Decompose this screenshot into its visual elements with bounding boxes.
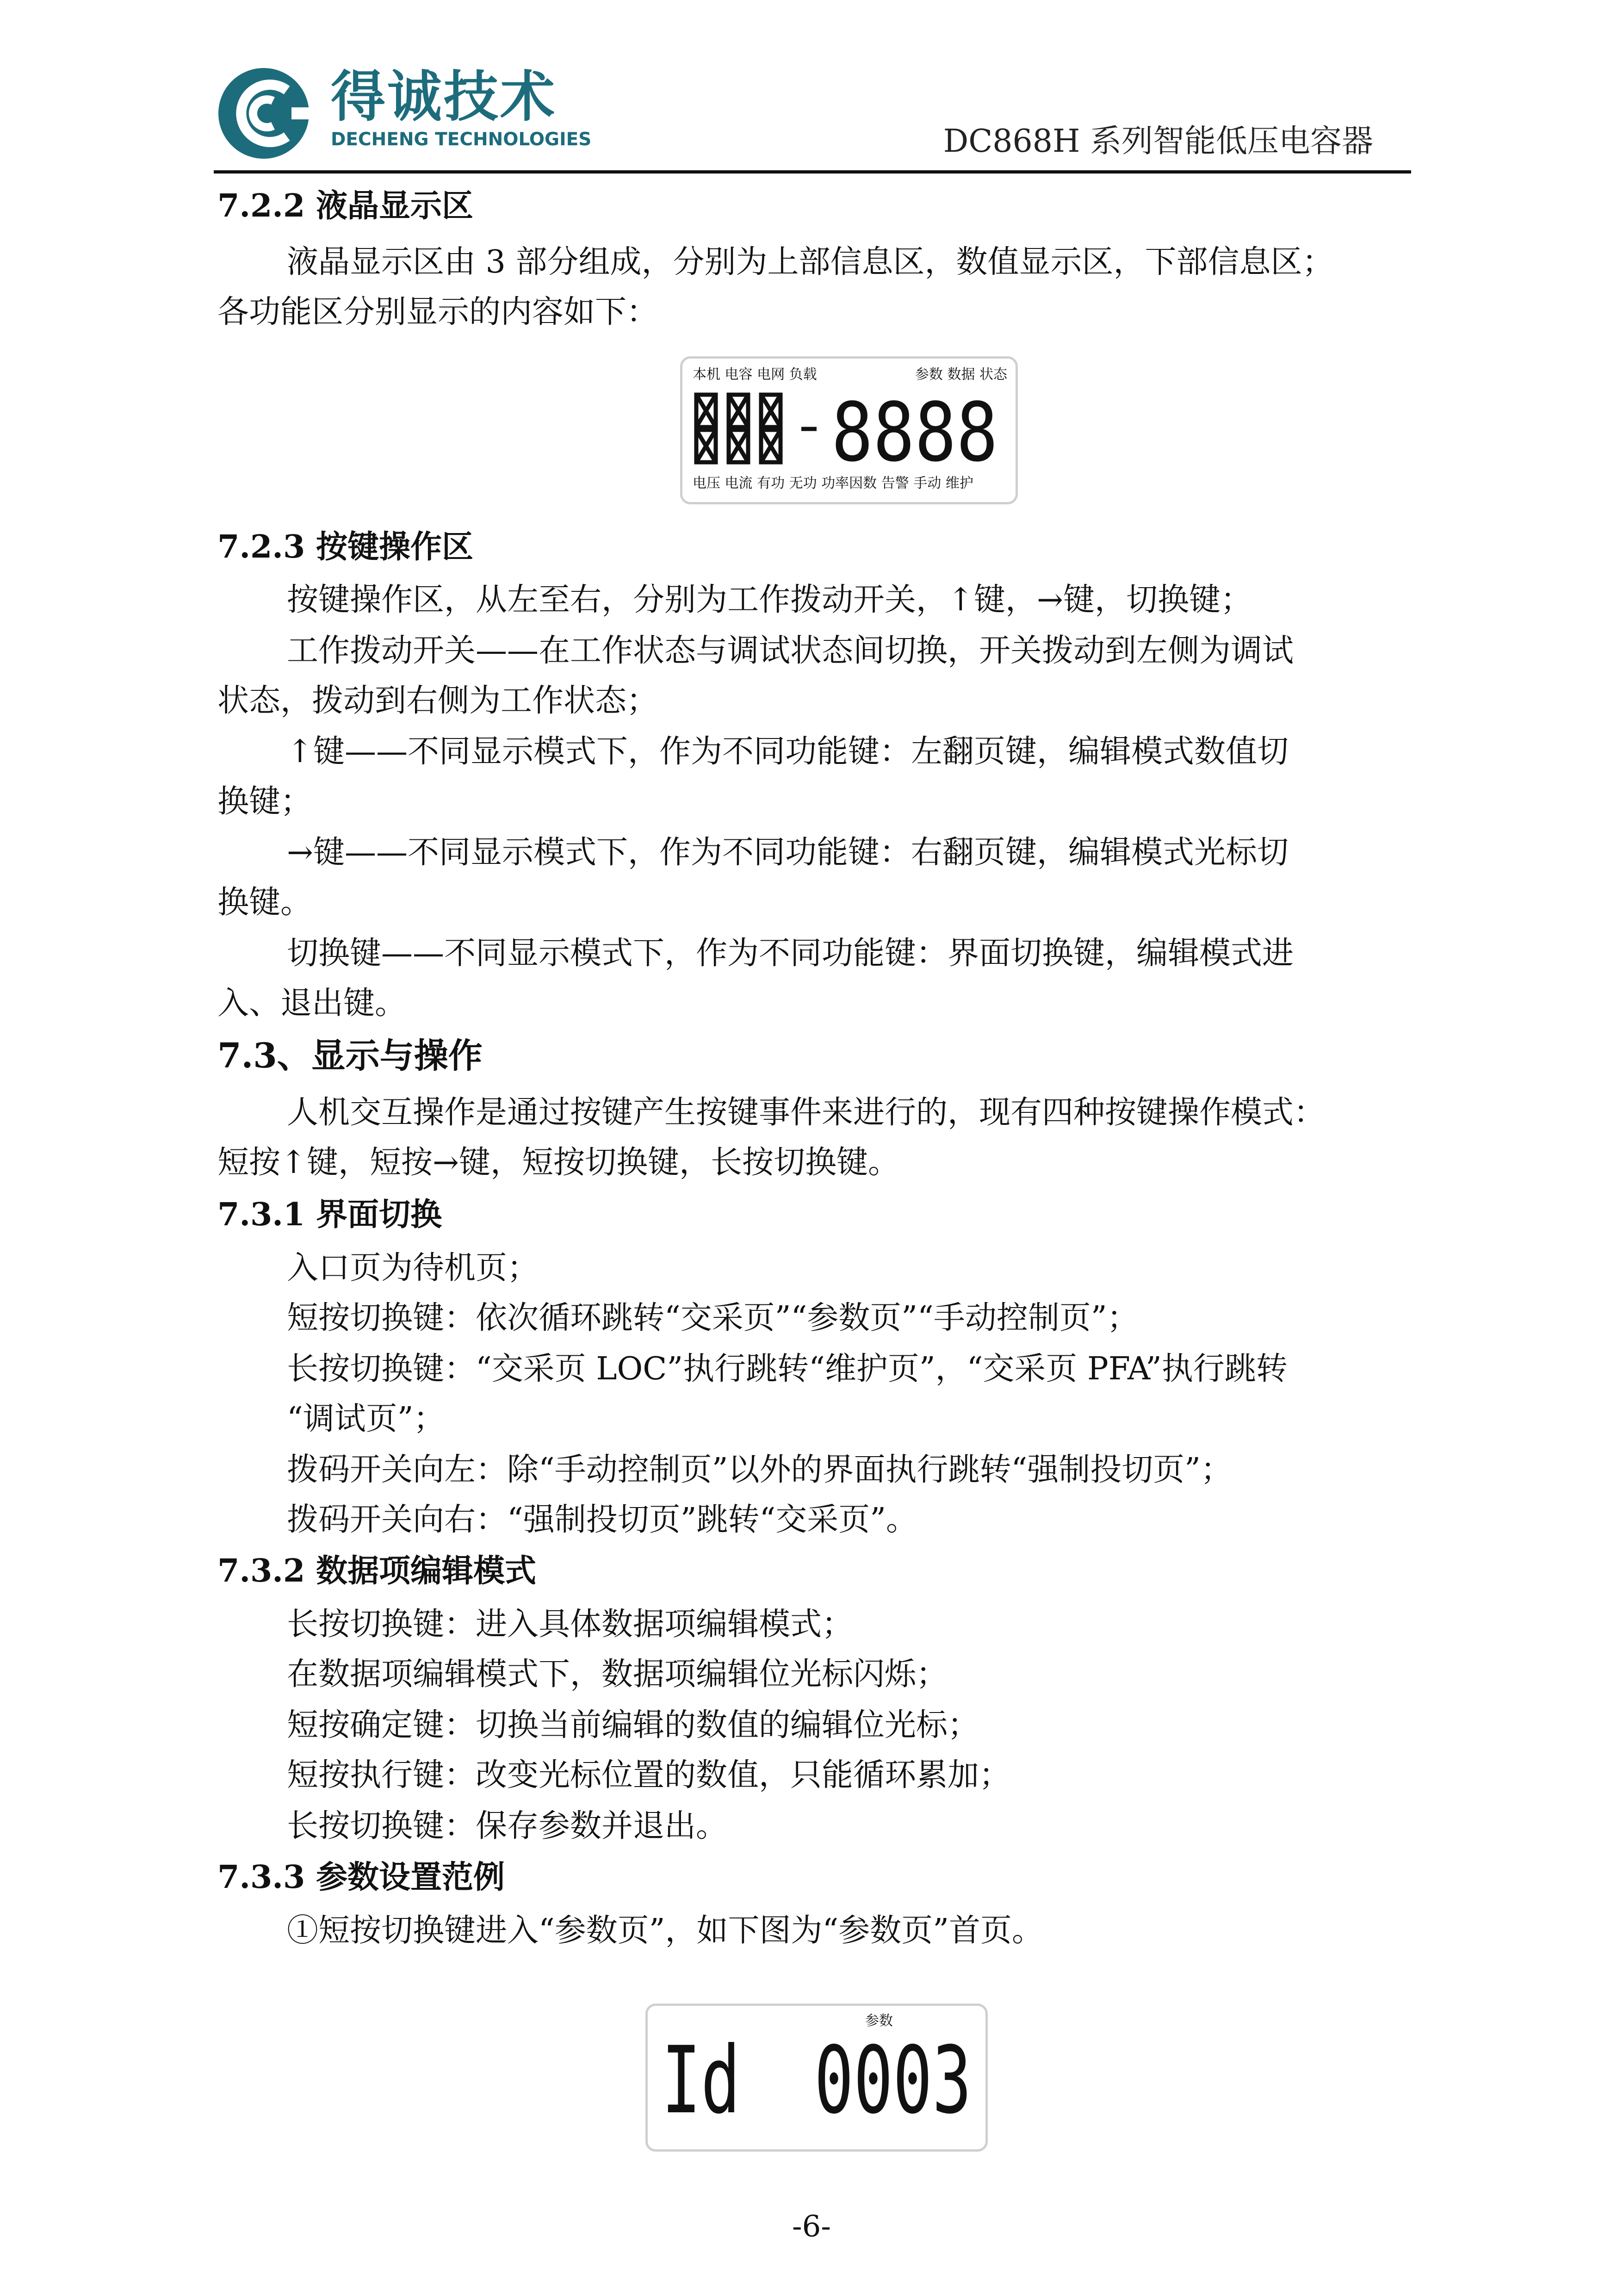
section-heading-7-3-1: 7.3.1 界面切换 [217,1196,442,1233]
lcd-segment-digits [693,386,1003,480]
paragraph-line: 短按执行键：改变光标位置的数值，只能循环累加； [287,1757,1011,1793]
paragraph-line: 按键操作区，从左至右，分别为工作拨动开关，↑键，→键，切换键； [287,582,1252,618]
section-heading-7-3-3: 7.3.3 参数设置范例 [217,1859,505,1896]
section-heading-7-3-2: 7.3.2 数据项编辑模式 [217,1552,536,1589]
paragraph-line: ①短按切换键进入“参数页”，如下图为“参数页”首页。 [287,1912,1044,1949]
paragraph-line: 各功能区分别显示的内容如下： [217,294,658,330]
paragraph-line: →键——不同显示模式下，作为不同功能键：右翻页键，编辑模式光标切 [287,834,1288,871]
paragraph-line: 换键； [217,783,312,820]
document-title: DC868H 系列智能低压电容器 [943,123,1373,160]
paragraph-line: 在数据项编辑模式下，数据项编辑位光标闪烁； [287,1656,948,1693]
logo-chinese-name: 得诚技术 [331,65,557,129]
page-number: -6- [792,2209,831,2244]
header-divider [214,170,1411,174]
paragraph-line: 人机交互操作是通过按键产生按键事件来进行的，现有四种按键操作模式： [287,1094,1326,1131]
svg-text:0003: 0003 [814,2027,972,2135]
paragraph-line: 液晶显示区由 3 部分组成，分别为上部信息区，数值显示区，下部信息区； [287,244,1334,280]
paragraph-line: 拨码开关向左：除“手动控制页”以外的界面执行跳转“强制投切页”； [287,1452,1233,1488]
company-logo-icon [217,65,310,162]
paragraph-line: 状态，拨动到右侧为工作状态； [217,683,658,719]
lcd-label-parameter: 参数 [865,2013,893,2029]
paragraph-line: “调试页”； [287,1401,445,1437]
section-heading-7-2-3: 7.2.3 按键操作区 [217,528,473,565]
lcd-label-top-left: 本机 电容 电网 负载 [693,366,817,383]
section-heading-7-3: 7.3、显示与操作 [217,1036,483,1076]
svg-text:Id: Id [662,2027,740,2135]
lcd-label-bottom: 电压 电流 有功 无功 功率因数 告警 手动 维护 [693,475,973,491]
lcd-parameter-page-figure [645,2004,988,2152]
lcd-display-layout-figure [680,356,1018,504]
paragraph-line: 短按确定键：切换当前编辑的数值的编辑位光标； [287,1707,979,1744]
paragraph-line: 拨码开关向右：“强制投切页”跳转“交采页”。 [287,1502,918,1538]
paragraph-line: 长按切换键：进入具体数据项编辑模式； [287,1606,854,1643]
paragraph-line: 工作拨动开关——在工作状态与调试状态间切换，开关拨动到左侧为调试 [287,633,1294,669]
lcd-segment-readout [657,2027,976,2135]
paragraph-line: 短按切换键：依次循环跳转“交采页”“参数页”“手动控制页”； [287,1300,1139,1336]
section-heading-7-2-2: 7.2.2 液晶显示区 [217,187,473,224]
paragraph-line: ↑键——不同显示模式下，作为不同功能键：左翻页键，编辑模式数值切 [287,733,1288,770]
paragraph-line: 换键。 [217,884,312,921]
lcd-label-top-right: 参数 数据 状态 [915,366,1007,383]
paragraph-line: 切换键——不同显示模式下，作为不同功能键：界面切换键，编辑模式进 [287,935,1294,972]
paragraph-line: 入口页为待机页； [287,1250,539,1286]
paragraph-line: 短按↑键，短按→键，短按切换键，长按切换键。 [217,1144,899,1181]
paragraph-line: 长按切换键：保存参数并退出。 [287,1808,728,1844]
paragraph-line: 长按切换键：“交采页 LOC”执行跳转“维护页”，“交采页 PFA”执行跳转 [287,1351,1288,1387]
paragraph-line: 入、退出键。 [217,985,407,1022]
svg-text:8888: 8888 [831,386,998,480]
logo-english-name: DECHENG TECHNOLOGIES [331,129,592,150]
